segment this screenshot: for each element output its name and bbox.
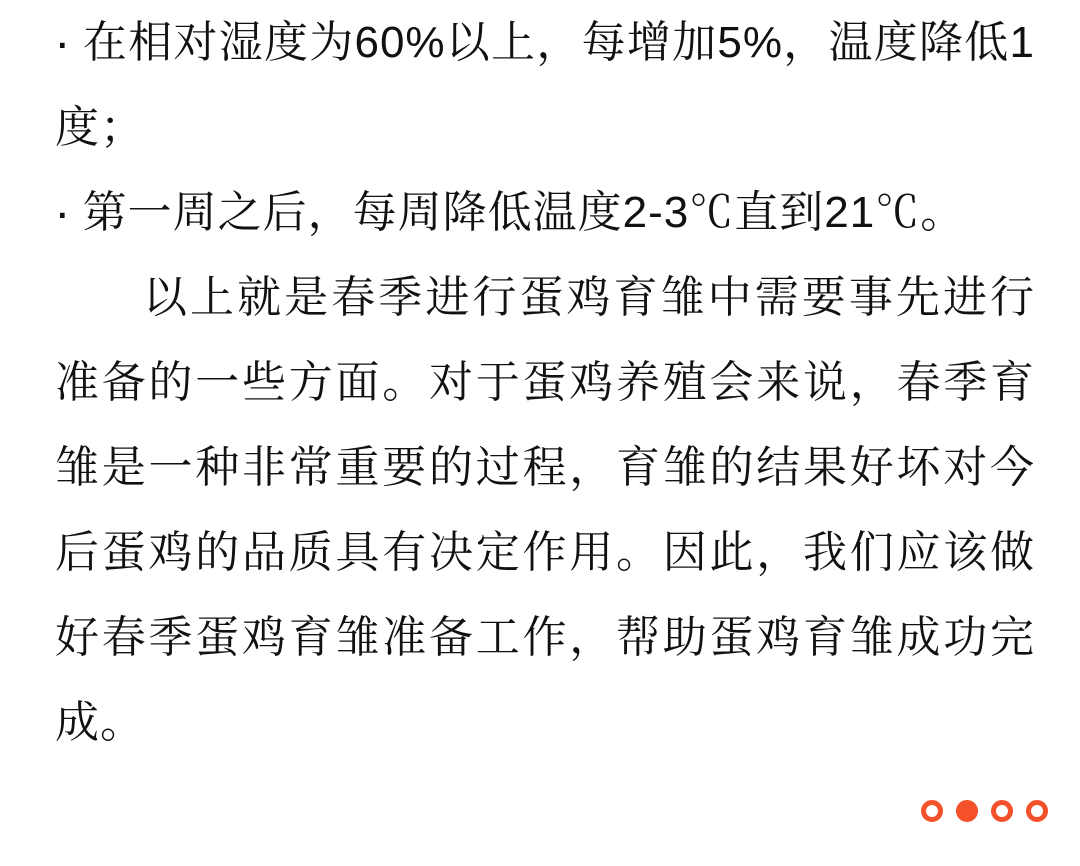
article-body bbox=[55, 0, 1035, 765]
pagination-dot[interactable] bbox=[1026, 800, 1048, 822]
bullet-text: 在相对湿度为60%以上，每增加5%，温度降低1度； bbox=[55, 18, 1035, 152]
pagination-dot[interactable] bbox=[991, 800, 1013, 822]
pagination-dot[interactable] bbox=[921, 800, 943, 822]
bullet-point-temperature bbox=[55, 170, 1035, 255]
bullet-point-humidity bbox=[55, 0, 1035, 170]
bullet-icon: · bbox=[54, 15, 72, 70]
bullet-text: 第一周之后，每周降低温度2-3℃直到21℃。 bbox=[82, 188, 966, 237]
pagination-dot-active[interactable] bbox=[956, 800, 978, 822]
carousel-pagination bbox=[921, 800, 1048, 822]
summary-paragraph: 以上就是春季进行蛋鸡育雏中需要事先进行准备的一些方面。对于蛋鸡养殖会来说，春季育雏是一种非常重要的过程，育雏的结果好坏对今后蛋鸡的品质具有决定作用。因此，我们应该做好春季蛋鸡育雏准备工作，帮助蛋鸡育雏成功完成。 bbox=[55, 273, 1035, 747]
bullet-icon: · bbox=[54, 185, 72, 240]
